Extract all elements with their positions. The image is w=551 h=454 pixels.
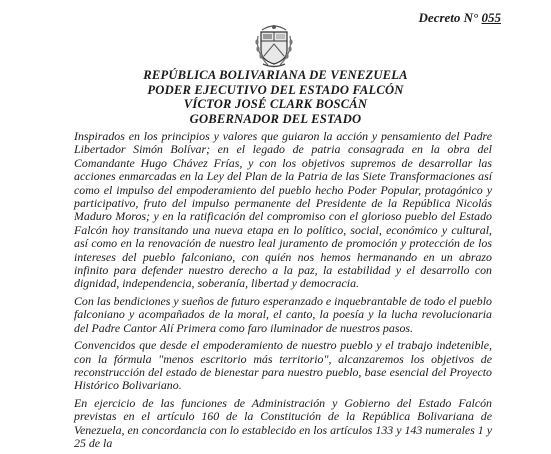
header-governor-title: GOBERNADOR DEL ESTADO — [189, 111, 362, 126]
body-paragraph: Inspirados en los principios y valores que guiaron la acción y pensamiento del Padre Libertador Simón Bolívar; en el legado de patria consagrada en la obra del Comandante Hugo Chávez Frías, y con los objetivos supremos de desarrollar las acciones enmarcadas en la Ley del Plan de la Patria de las Siete Transformaciones así como el impulso del empoderamiento del pueblo hecho Poder Popular, protagónico y participativo, fruto del impulso permanente del Presidente de la República Nicolás Maduro Moros; y en la ratificación del compromiso con el glorioso pueblo del Estado Falcón hoy transitando una nueva etapa en lo político, social, económico y cultural, así como en la renovación de nuestro leal juramento de promoción y protección de los intereses del pueblo falconiano, con quién nos hemos hermanando en un abrazo infinito para defender nuestro derecho a la paz, la estabilidad y el desarrollo con dignidad, independencia, soberanía, libertad y democracia. — [74, 129, 492, 291]
body-paragraph: Convencidos que desde el empoderamiento de nuestro pueblo y el trabajo indetenible, con la fórmula "menos escritorio más territorio", alcanzaremos los objetivos de reconstrucción del estado de bienestar para nuestro pueblo, base esencial del Proyecto Histórico Bolivariano. — [74, 338, 492, 393]
body-paragraph: En ejercicio de las funciones de Administración y Gobierno del Estado Falcón previstas en el artículo 160 de la Constitución de la República Bolivariana de Venezuela, en concordancia con lo establecido en los artículos 133 y 143 numerales 1 y 25 de la — [74, 395, 492, 450]
header-executive-power: PODER EJECUTIVO DEL ESTADO FALCÓN — [147, 82, 404, 97]
body-paragraph: Con las bendiciones y sueños de futuro esperanzado e inquebrantable de todo el pueblo falconiano y acompañados de la moral, el canto, la poesía y la lucha revolucionaria del Padre Cantor Alí Primera como faro iluminador de nuestros pasos. — [74, 293, 492, 335]
document-header — [0, 68, 551, 126]
header-republic: REPÚBLICA BOLIVARIANA DE VENEZUELA — [143, 68, 408, 82]
decree-number-value: 055 — [481, 10, 501, 25]
header-governor-name: VÍCTOR JOSÉ CLARK BOSCÁN — [183, 97, 368, 111]
coat-of-arms-icon — [252, 22, 296, 68]
document-body — [74, 130, 492, 454]
decree-number — [419, 10, 501, 26]
decree-label: Decreto N° — [418, 10, 479, 25]
